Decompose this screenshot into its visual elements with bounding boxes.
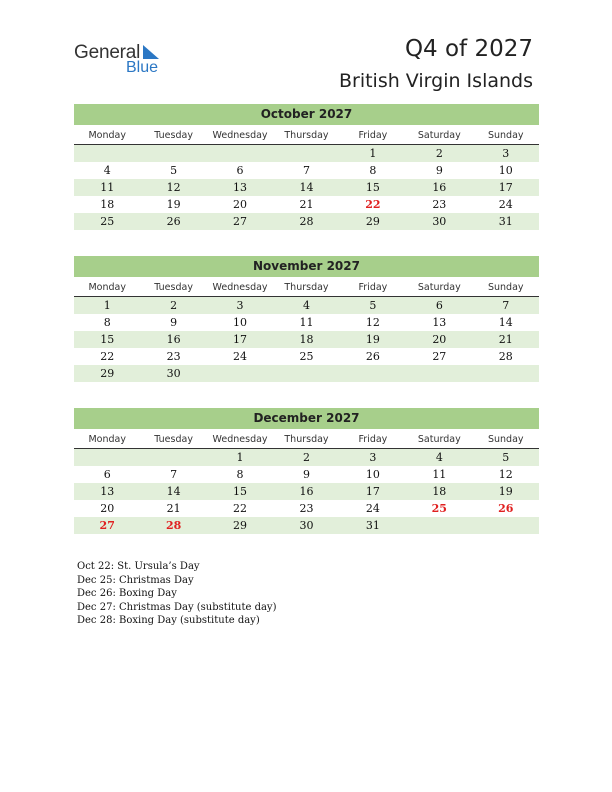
day-cell: 17 [498,181,513,194]
day-cell: 15 [100,333,115,346]
holiday-note: Oct 22: St. Ursula’s Day [77,561,200,572]
day-cell: 28 [498,350,513,363]
empty-day-cell [273,365,339,382]
weekday-label: Saturday [417,434,461,445]
weekday-label: Tuesday [154,282,193,293]
empty-day-cell [207,365,273,382]
day-cell: 29 [100,367,115,380]
day-cell: 8 [369,164,377,177]
empty-day-cell [273,145,339,162]
week-row [74,196,539,213]
day-cell: 29 [233,519,248,532]
day-cell: 30 [432,215,447,228]
day-cell: 2 [302,451,310,464]
weekday-label: Monday [88,282,126,293]
day-cell: 26 [166,215,181,228]
empty-day-cell [140,145,206,162]
day-cell: 7 [302,164,310,177]
weekday-label: Friday [358,130,388,141]
weekday-label: Monday [88,434,126,445]
weekday-label: Thursday [284,282,329,293]
day-cell: 9 [435,164,443,177]
day-cell: 14 [299,181,314,194]
day-cell: 3 [502,147,510,160]
empty-day-cell [406,517,472,534]
day-cell: 5 [369,299,377,312]
day-cell: 25 [299,350,314,363]
holiday-notes [77,560,276,628]
holiday-note: Dec 25: Christmas Day [77,574,194,586]
week-row [74,500,539,517]
month-title: October 2027 [74,104,539,125]
day-cell: 2 [170,299,178,312]
day-cell: 25 [100,215,115,228]
day-cell: 14 [166,485,181,498]
empty-day-cell [473,517,539,534]
day-cell: 20 [100,502,115,515]
day-cell: 26 [498,502,514,515]
weekday-label: Wednesday [212,282,268,293]
empty-day-cell [406,365,472,382]
day-cell: 22 [365,198,381,211]
day-cell: 13 [432,316,447,329]
day-cell: 14 [498,316,513,329]
day-cell: 3 [236,299,244,312]
day-cell: 11 [100,181,115,194]
day-cell: 27 [432,350,447,363]
day-cell: 7 [502,299,510,312]
day-cell: 26 [365,350,380,363]
weekday-label: Tuesday [154,434,193,445]
day-cell: 4 [435,451,443,464]
holiday-note: Dec 26: Boxing Day [77,588,177,599]
weekday-header-row [74,431,539,449]
day-cell: 19 [166,198,181,211]
day-cell: 15 [233,485,248,498]
day-cell: 1 [369,147,377,160]
weekday-label: Saturday [417,130,461,141]
day-cell: 8 [103,316,111,329]
week-row [74,449,539,466]
day-cell: 9 [302,468,310,481]
day-cell: 18 [100,198,115,211]
day-cell: 21 [498,333,513,346]
day-cell: 22 [100,350,115,363]
day-cell: 18 [299,333,314,346]
day-cell: 22 [233,502,248,515]
day-cell: 12 [166,181,181,194]
weekday-label: Thursday [284,130,329,141]
day-cell: 18 [432,485,447,498]
day-cell: 12 [365,316,380,329]
day-cell: 10 [233,316,248,329]
day-cell: 17 [365,485,380,498]
day-cell: 13 [100,485,115,498]
day-cell: 12 [498,468,513,481]
holiday-note: Dec 27: Christmas Day (substitute day) [77,601,277,613]
empty-day-cell [473,365,539,382]
weekday-label: Wednesday [212,434,268,445]
day-cell: 28 [165,519,182,532]
week-row [74,145,539,162]
day-cell: 21 [299,198,314,211]
day-cell: 23 [432,198,447,211]
day-cell: 16 [432,181,447,194]
day-cell: 5 [502,451,510,464]
day-cell: 10 [365,468,380,481]
day-cell: 9 [170,316,178,329]
month-title: December 2027 [74,408,539,429]
week-row [74,297,539,314]
month-october [74,104,539,230]
week-row [74,466,539,483]
logo-general-text: General [74,42,141,63]
day-cell: 5 [170,164,178,177]
weekday-header-row [74,127,539,145]
empty-day-cell [340,365,406,382]
weekday-label: Monday [88,130,126,141]
day-cell: 15 [365,181,380,194]
day-cell: 31 [498,215,513,228]
day-cell: 6 [103,468,111,481]
day-cell: 11 [299,316,314,329]
day-cell: 19 [498,485,513,498]
day-cell: 24 [498,198,513,211]
day-cell: 31 [365,519,380,532]
holiday-note: Dec 28: Boxing Day (substitute day) [77,615,260,626]
empty-day-cell [74,449,140,466]
day-cell: 6 [236,164,244,177]
day-cell: 1 [103,299,111,312]
week-row [74,483,539,500]
day-cell: 19 [365,333,380,346]
week-row [74,213,539,230]
day-cell: 23 [299,502,314,515]
day-cell: 30 [166,367,181,380]
weekday-label: Sunday [487,434,524,445]
day-cell: 3 [369,451,377,464]
day-cell: 21 [166,502,181,515]
weekday-label: Friday [358,282,388,293]
day-cell: 16 [166,333,181,346]
week-row [74,348,539,365]
weekday-label: Friday [358,434,388,445]
weekday-label: Sunday [487,130,524,141]
empty-day-cell [74,145,140,162]
day-cell: 24 [233,350,248,363]
day-cell: 8 [236,468,244,481]
weekday-header-row [74,279,539,297]
month-december [74,408,539,534]
weekday-label: Thursday [284,434,329,445]
week-row [74,179,539,196]
day-cell: 29 [365,215,380,228]
day-cell: 25 [431,502,447,515]
day-cell: 24 [365,502,380,515]
weekday-label: Tuesday [154,130,193,141]
logo [74,42,184,82]
weekday-label: Saturday [417,282,461,293]
empty-day-cell [140,449,206,466]
page-subtitle: British Virgin Islands [338,70,533,92]
day-cell: 27 [233,215,248,228]
week-row [74,517,539,534]
day-cell: 1 [236,451,244,464]
day-cell: 20 [432,333,447,346]
day-cell: 4 [103,164,111,177]
weekday-label: Sunday [487,282,524,293]
week-row [74,162,539,179]
day-cell: 17 [233,333,248,346]
month-title: November 2027 [74,256,539,277]
day-cell: 30 [299,519,314,532]
day-cell: 20 [233,198,248,211]
day-cell: 11 [432,468,447,481]
week-row [74,331,539,348]
weekday-label: Wednesday [212,130,268,141]
empty-day-cell [207,145,273,162]
day-cell: 27 [99,519,115,532]
day-cell: 16 [299,485,314,498]
week-row [74,365,539,382]
logo-blue-text: Blue [126,59,159,76]
day-cell: 10 [498,164,513,177]
week-row [74,314,539,331]
day-cell: 2 [435,147,443,160]
day-cell: 6 [435,299,443,312]
day-cell: 23 [166,350,181,363]
page-title: Q4 of 2027 [404,36,533,62]
day-cell: 7 [170,468,178,481]
month-november [74,256,539,382]
day-cell: 4 [302,299,310,312]
day-cell: 28 [299,215,314,228]
day-cell: 13 [233,181,248,194]
